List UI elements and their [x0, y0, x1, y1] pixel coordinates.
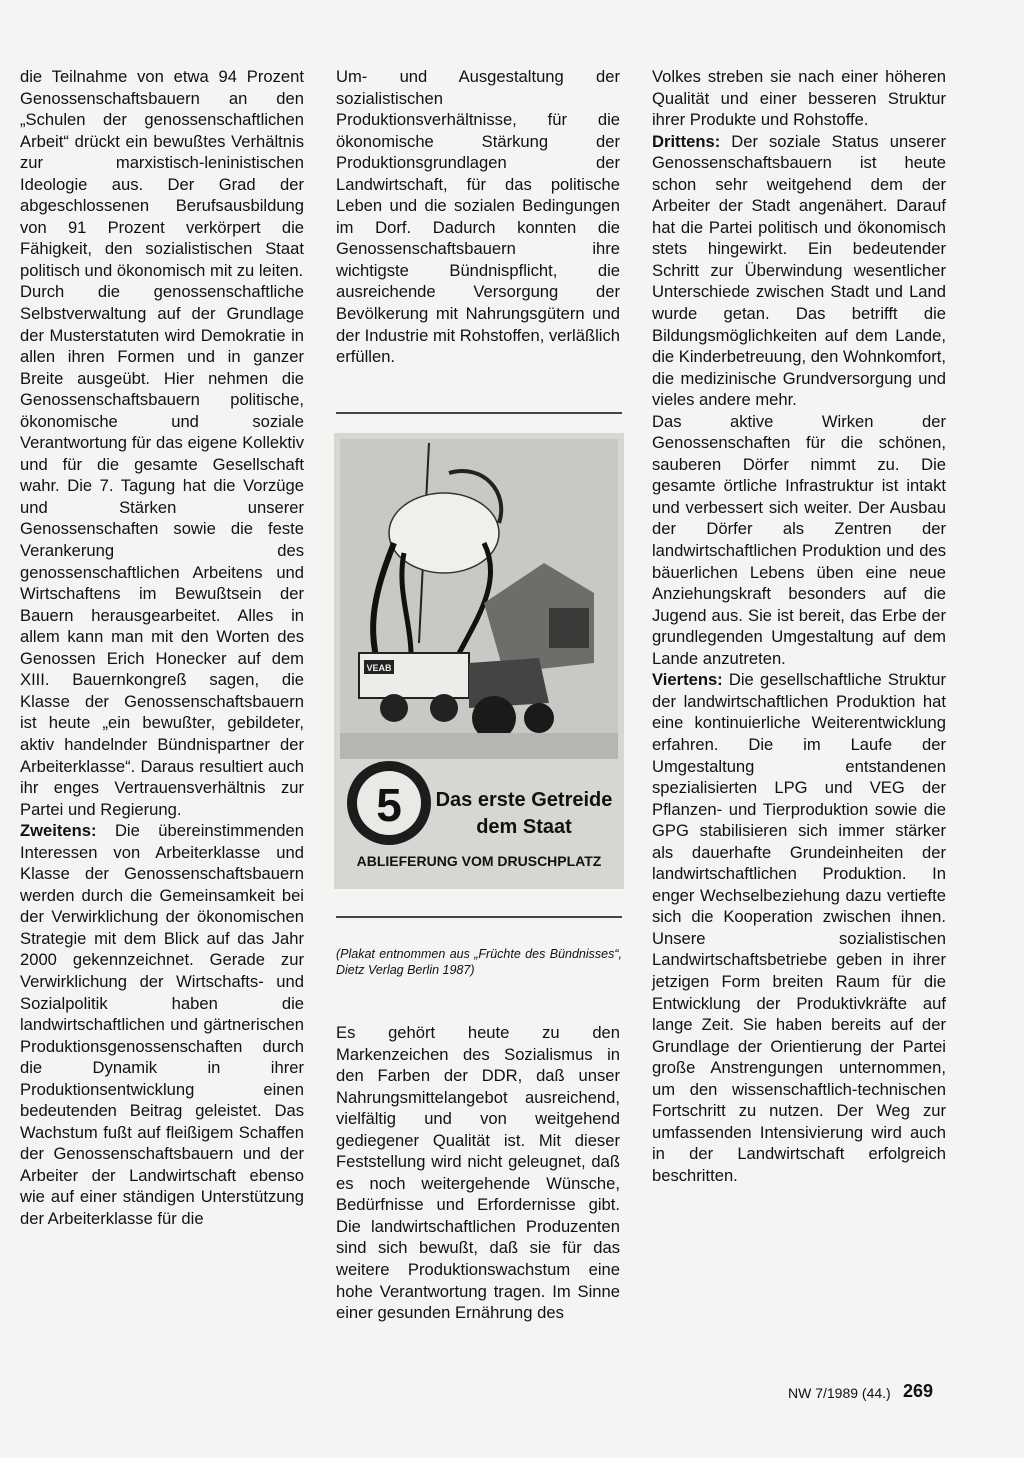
- poster-slogan-2: dem Staat: [476, 816, 572, 838]
- section-lead: Drittens:: [652, 131, 721, 151]
- paragraph-body: Die gesellschaftliche Struktur der landwirtschaftlichen Produktion hat eine kontinuierliche Weiterentwicklung erfahren. Die im Laufe der Umgestaltung entstandenen spezialisierten LPG und VEG der Pflanzen- und Tierproduktion sowie die GPG stabilisieren sich immer stärker als dauerhafte Grundeinheiten der landwirtschaftlichen Produktion. In enger Wechselbeziehung dazu vertiefte sich die Kooperation zwischen ihnen. Unsere sozialistischen Landwirtschaftsbetriebe geben in ihrer jetzigen Form breiten Raum für die Entwicklung der Produktivkräfte auf lange Zeit. Sie haben bereits auf der Grundlage der Orientierung der Partei große Anstrengungen unternommen, um den wissenschaftlich-technischen Fortschritt zu nutzen. Der Weg zur umfassenden Intensivierung wird auch in der Landwirtschaft erfolgreich beschritten.: [652, 670, 946, 1185]
- paragraph-body: Die übereinstimmenden Interessen von Arbeiterklasse und Klasse der Genossenschaftsbauern werden durch die Gemeinsamkeit bei der Verwirklichung der ökonomischen Strategie mit dem Blick auf das Jahr 2000 gekennzeichnet. Gerade zur Verwirklichung der Wirtschafts- und Sozialpolitik haben die landwirtschaftlichen und gärtnerischen Produktionsgenossenschaften durch die Dynamik in ihrer Produktionsentwicklung einen bedeutenden Beitrag geleistet. Das Wachstum fußt auf fleißigem Schaffen der Genossenschaftsbauern und der Arbeiter der Landwirtschaft ebenso wie auf einer ständigen Unterstützung der Arbeiterklasse für die: [20, 821, 304, 1228]
- text-column-2-top: [336, 66, 620, 368]
- paragraph: Um- und Ausgestaltung der sozialistischen Produktionsverhältnisse, für die ökonomische Stärkung der Produktionsgrundlagen der Landwirtschaft, für das politische Leben und die sozialen Bedingungen im Dorf. Dadurch konnten die Genossenschaftsbauern ihre wichtigste Bündnispflicht, die ausreichende Versorgung der Bevölkerung mit Nahrungsgütern und der Industrie mit Rohstoffen, verläßlich erfüllen.: [336, 67, 620, 367]
- paragraph: Es gehört heute zu den Markenzeichen des Sozialismus in den Farben der DDR, daß unser Nahrungsmittelangebot ausreichend, vielfältig und von weitgehend gediegener Qualität ist. Mit dieser Feststellung wird nicht geleugnet, daß es noch weitergehende Wünsche, Bedürfnisse und Erfordernisse gibt. Die landwirtschaftlichen Produzenten sind sich bewußt, daß sie für das weitere Produktionswachstum eine hohe Verantwortung tragen. Im Sinne einer gesunden Ernährung des: [336, 1023, 620, 1323]
- poster-slogan-1: Das erste Getreide: [435, 789, 613, 811]
- paragraph: [652, 131, 946, 411]
- paragraph: Durch die genossenschaftliche Selbstverwaltung auf der Grundlage der Musterstatuten wird Demokratie in allen ihren Formen und in ganzer Breite ausgeübt. Hier nehmen die Genossenschaftsbauern politische, ökonomische und soziale Verantwortung für das eigene Kollektiv und für die gesamte Gesellschaft wahr. Die 7. Tagung hat die Vorzüge und Stärken unserer Genossenschaften sowie die feste Verankerung des genossenschaftlichen Arbeitens und Wirtschaftens im Bewußtsein der Bauern herausgearbeitet. Alles in allem kann man mit den Worten des Genossen Erich Honecker auf dem XIII. Bauernkongreß sagen, die Klasse der Genossenschaftsbauern ist heute „ein bewußter, gebildeter, aktiv handelnder Bündnispartner der Arbeiterklasse“. Daraus resultiert auch ihr enges Vertrauensverhältnis zur Partei und Regierung.: [20, 282, 304, 819]
- poster-image: [334, 433, 624, 889]
- paragraph: Volkes streben sie nach einer höheren Qualität und einer besseren Struktur ihrer Produkte und Rohstoffe.: [652, 67, 946, 130]
- divider-bottom: [336, 916, 622, 918]
- paragraph: die Teilnahme von etwa 94 Prozent Genossenschaftsbauern an den „Schulen der genossenschaftlichen Arbeit“ drückt ein bewußtes Verhältnis zur marxistisch-leninistischen Ideologie aus. Der Grad der abgeschlossenen Berufsausbildung von 91 Prozent verkörpert die Fähigkeit, den sozialistischen Staat politisch und ökonomisch mit zu leiten.: [20, 67, 304, 280]
- truck-label: VEAB: [366, 663, 392, 673]
- poster-subline: ABLIEFERUNG VOM DRUSCHPLATZ: [356, 853, 602, 869]
- paragraph-body: Der soziale Status unserer Genossenschaftsbauern ist heute schon sehr weitgehend dem der Arbeiter der Stadt angenähert. Darauf hat die Partei politisch und ökonomisch stets hingewirkt. Ein bedeutender Schritt zur Überwindung wesentlicher Unterschiede zwischen Stadt und Land wurde getan. Das betrifft die Bildungsmöglichkeiten auf dem Lande, die Kinderbetreuung, den Wohnkomfort, die medizinische Grundversorgung und vieles andere mehr.: [652, 131, 946, 410]
- text-column-2-bottom: [336, 1022, 620, 1324]
- page-number: 269: [903, 1381, 934, 1401]
- section-lead: Zweitens:: [20, 821, 97, 841]
- paragraph: [652, 669, 946, 1186]
- emblem-number: 5: [376, 779, 402, 831]
- image-caption: (Plakat entnommen aus „Früchte des Bündnisses“, Dietz Verlag Berlin 1987): [336, 947, 622, 977]
- issue-reference: NW 7/1989 (44.): [788, 1385, 891, 1401]
- text-column-3: [652, 66, 946, 1186]
- paragraph: Das aktive Wirken der Genossenschaften für die schönen, sauberen Dörfer nimmt zu. Die gesamte örtliche Infrastruktur ist intakt und verbessert sich weiter. Der Ausbau der Dörfer als Zentren der landwirtschaftlichen Produktion und des bäuerlichen Lebens üben eine neue Anziehungskraft besonders auf die Jugend aus. Sie ist bereit, das Erbe der grundlegenden Umgestaltung auf dem Lande anzutreten.: [652, 411, 946, 668]
- text-column-1: [20, 66, 304, 1230]
- poster-illustration: [334, 433, 624, 889]
- paragraph: [20, 820, 304, 1229]
- divider-top: [336, 412, 622, 414]
- section-lead: Viertens:: [652, 670, 723, 690]
